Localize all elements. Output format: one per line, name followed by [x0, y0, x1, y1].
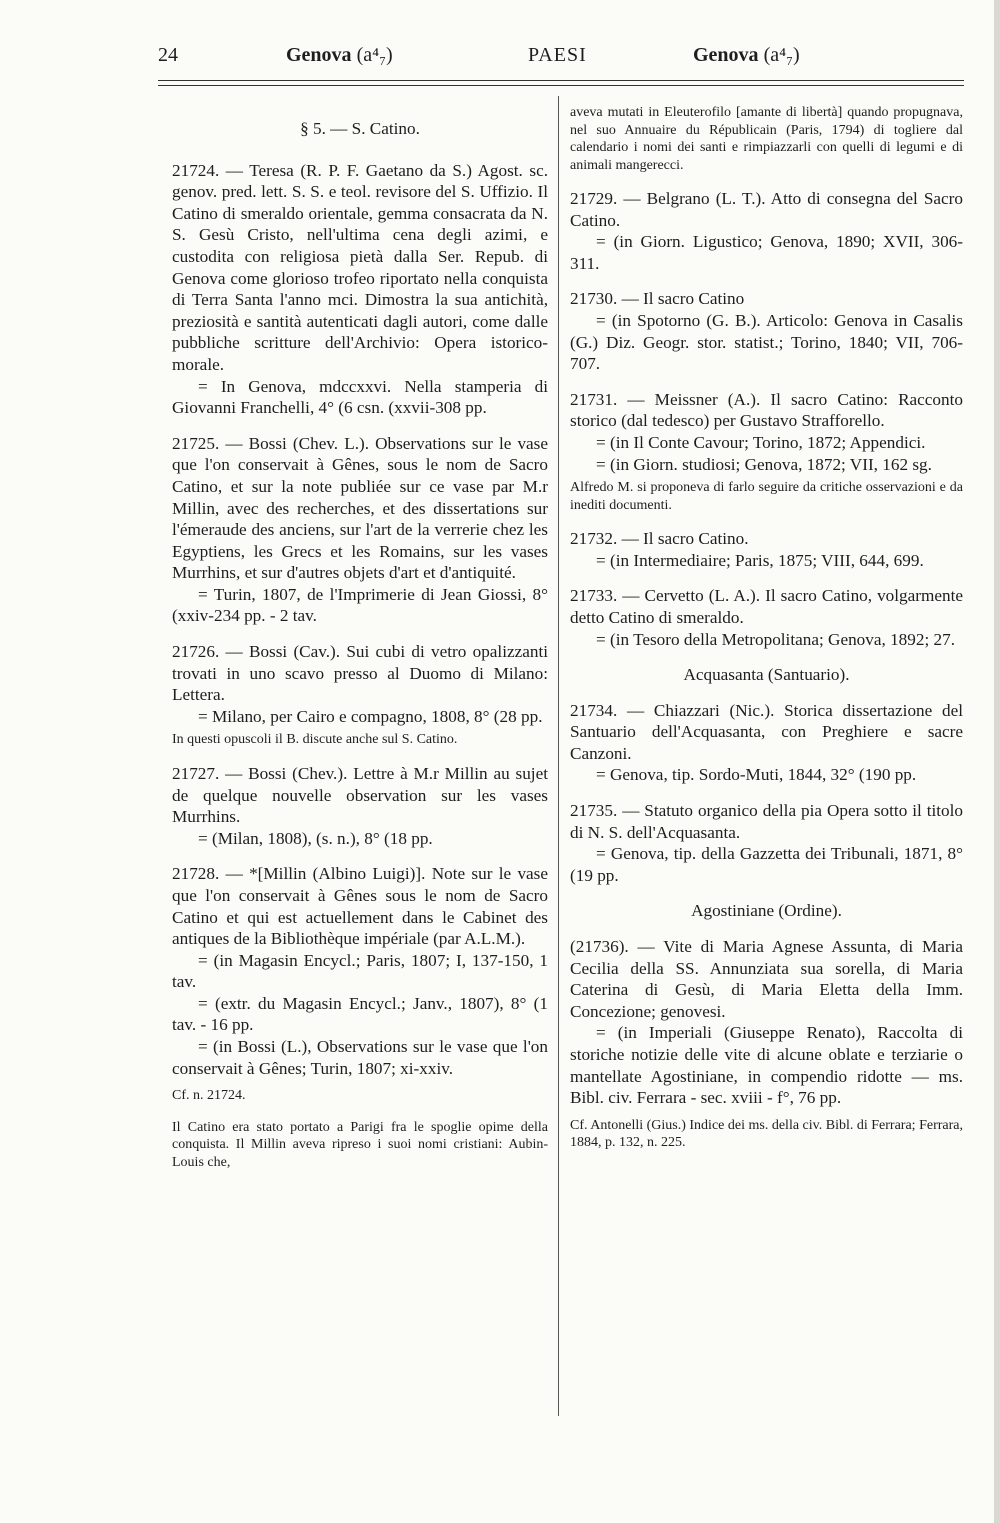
entry-head: 21728. — *[Millin (Albino Luigi)]. Note sur le vase que l'on conservait à Gênes sous le nom de Sacro Catino et qui est actuellement dans le Cabinet des antiques de la Bibliothèque impériale (par A.L.M.).: [172, 864, 548, 949]
left-column: [172, 110, 548, 1185]
entry-note: In questi opuscoli il B. discute anche sul S. Catino.: [172, 732, 458, 748]
page-edge: [994, 0, 1000, 1523]
entry-21725: [172, 433, 548, 627]
header-rule-2: [158, 85, 964, 86]
header-left-code: (a⁴₇): [356, 44, 393, 66]
entry-imprint: = (in Bossi (L.), Observations sur le vase que l'on conservait à Gênes; Turin, 1807; xi-xxiv.: [172, 1037, 548, 1078]
heading-acquasanta: Acquasanta (Santuario).: [683, 665, 850, 685]
entry-imprint: = (Milan, 1808), (s. n.), 8° (18 pp.: [198, 828, 433, 848]
entry-imprint: = (in Il Conte Cavour; Torino, 1872; Appendici.: [596, 432, 926, 452]
section-title: § 5. — S. Catino.: [300, 119, 420, 138]
header-left-title: Genova: [286, 44, 352, 66]
entry-21724: [172, 160, 548, 419]
entry-21729: [570, 188, 963, 274]
entry-imprint: = Genova, tip. Sordo-Muti, 1844, 32° (190 pp.: [596, 765, 917, 785]
entry-21731: [570, 389, 963, 514]
entry-imprint: = (in Intermediaire; Paris, 1875; VIII, 644, 699.: [596, 550, 924, 570]
entry-imprint: = (in Magasin Encycl.; Paris, 1807; I, 137-150, 1 tav.: [172, 950, 548, 992]
entry-head: 21730. — Il sacro Catino: [570, 289, 745, 309]
entry-21735: [570, 800, 963, 886]
entry-21727: [172, 763, 548, 849]
entry-note: Il Catino era stato portato a Parigi fra le spoglie opime della conquista. Il Millin aveva ripreso i suoi nomi cristiani: Aubin-Louis che,: [172, 1119, 548, 1170]
entry-imprint: = Milano, per Cairo e compagno, 1808, 8° (28 pp.: [198, 706, 543, 726]
entry-head: 21735. — Statuto organico della pia Opera sotto il titolo di N. S. dell'Acquasanta.: [570, 801, 963, 842]
entry-imprint: = (in Giorn. Ligustico; Genova, 1890; XVII, 306-311.: [570, 232, 963, 273]
entry-head: 21734. — Chiazzari (Nic.). Storica dissertazione del Santuario dell'Acquasanta, con Preghiere e sacre Canzoni.: [570, 700, 963, 763]
entry-imprint: = In Genova, mdccxxvi. Nella stamperia di Giovanni Franchelli, 4° (6 csn. (xxvii-308 pp.: [172, 376, 548, 418]
header-right-title: Genova: [693, 44, 759, 66]
entry-head: (21736). — Vite di Maria Agnese Assunta, di Maria Cecilia della SS. Annunziata sua sorella, di Maria Caterina di Gesù, di Maria Eletta della Imm. Concezione; genovesi.: [570, 937, 963, 1021]
entry-note: Alfredo M. si proponeva di farlo seguire da critiche osservazioni e da inediti documenti.: [570, 480, 963, 513]
right-column: [570, 104, 963, 1166]
running-header: [158, 44, 964, 74]
entry-imprint: = (in Giorn. studiosi; Genova, 1872; VII, 162 sg.: [596, 454, 932, 474]
entry-crossref: Cf. n. 21724.: [172, 1088, 246, 1104]
header-left: [286, 44, 393, 67]
entry-head: 21726. — Bossi (Cav.). Sui cubi di vetro opalizzanti trovati in uno scavo presso al Duomo di Milano: Lettera.: [172, 642, 548, 705]
entry-note: Cf. Antonelli (Gius.) Indice dei ms. della civ. Bibl. di Ferrara; Ferrara, 1884, p. 132, n. 225.: [570, 1117, 963, 1151]
entry-head: 21724. — Teresa (R. P. F. Gaetano da S.) Agost. sc. genov. pred. lett. S. S. e teol. revisore del S. Uffizio. Il Catino di smeraldo orientale, gemma consacrata da N. S. Gesù Cristo, nell'ultima cena degli azimi, e custodita con religiosa pietà dalla Ser. Repub. di Genova come glorioso trofeo riportato nella conquista di Terra Santa l'anno mci. Dimostra la sua antichità, preziosità e santità autenticati dagli autori, come dalle pubbliche scritture dell'Archivio: Opera istorico-morale.: [172, 160, 548, 374]
header-right-code: (a⁴₇): [763, 44, 800, 66]
entry-head: 21733. — Cervetto (L. A.). Il sacro Catino, volgarmente detto Catino di smeraldo.: [570, 586, 963, 627]
entry-imprint: = Genova, tip. della Gazzetta dei Tribunali, 1871, 8° (19 pp.: [570, 844, 963, 885]
entry-21734: [570, 700, 963, 786]
entry-21736: [570, 936, 963, 1152]
entry-imprint: = (in Spotorno (G. B.). Articolo: Genova in Casalis (G.) Diz. Geogr. stor. statist.; Torino, 1840; VII, 706-707.: [570, 310, 963, 374]
entry-21730: [570, 288, 963, 374]
entry-head: 21729. — Belgrano (L. T.). Atto di consegna del Sacro Catino.: [570, 189, 963, 230]
header-middle-title: PAESI: [528, 44, 587, 66]
column-divider: [558, 96, 559, 1416]
entry-imprint: = (extr. du Magasin Encycl.; Janv., 1807), 8° (1 tav. - 16 pp.: [172, 993, 548, 1035]
page-number: 24: [158, 44, 178, 66]
heading-agostiniane: Agostiniane (Ordine).: [691, 901, 842, 921]
entry-head: 21731. — Meissner (A.). Il sacro Catino: Racconto storico (dal tedesco) per Gustavo Strafforello.: [570, 389, 963, 431]
entry-21732: [570, 528, 963, 571]
entry-head: 21727. — Bossi (Chev.). Lettre à M.r Millin au sujet de quelque nouvelle observation sur les vases Murrhins.: [172, 763, 548, 827]
note-continuation: aveva mutati in Eleuterofilo [amante di libertà] quando propugnava, nel suo Annuaire du Républicain (Paris, 1794) di togliere dal calendario i nomi dei santi e rimpiazzarli con quelli di legumi e di animali mangerecci.: [570, 105, 963, 173]
entry-imprint: = Turin, 1807, de l'Imprimerie di Jean Giossi, 8° (xxiv-234 pp. - 2 tav.: [172, 584, 548, 626]
entry-imprint: = (in Imperiali (Giuseppe Renato), Raccolta di storiche notizie delle vite di alcune oblate e terziarie o mantellate Agostiniane, in compendio ridotte — ms. Bibl. civ. Ferrara - sec. xviii - f°, 76 pp.: [570, 1023, 963, 1108]
entry-21726: [172, 641, 548, 749]
entry-21728: [172, 863, 548, 1171]
entry-21733: [570, 585, 963, 650]
header-right: [693, 44, 800, 67]
entry-head: 21732. — Il sacro Catino.: [570, 529, 749, 549]
header-rule-1: [158, 80, 964, 81]
entry-imprint: = (in Tesoro della Metropolitana; Genova, 1892; 27.: [596, 629, 956, 649]
entry-head: 21725. — Bossi (Chev. L.). Observations sur le vase que l'on conservait à Gênes, sous le nom de Sacro Catino, et sur la note publiée sur ce vase par M.r Millin, avec des recherches, et des dissertations sur l'émeraude des anciens, sur l'art de la verrerie chez les Egyptiens, les Grecs et les Romains, sur les vases Murrhins, et sur d'autres objets d'art et d'antiquité.: [172, 433, 548, 583]
